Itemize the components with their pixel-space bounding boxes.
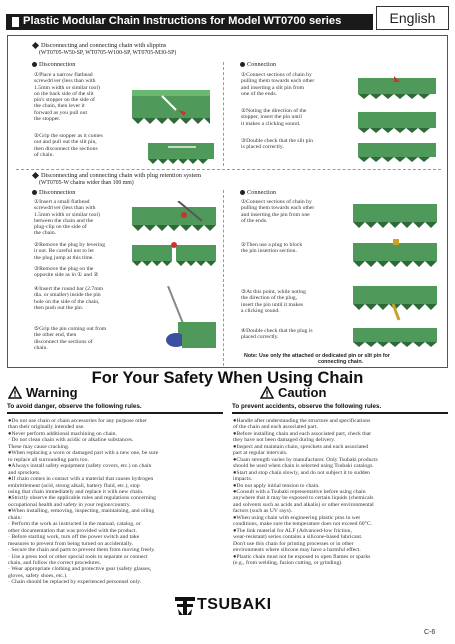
plug-conn-step-4: ④Double check that the plug is placed correctly. — [241, 328, 313, 341]
plug-disc-step-3: ③Remove the plug on the opposite side as in ① and ② — [34, 266, 99, 279]
plug-column-divider — [223, 190, 224, 366]
warning-title: Warning — [8, 385, 78, 400]
caution-triangle-icon — [260, 386, 274, 399]
page-number: C-6 — [424, 629, 436, 636]
plug-disc-step-2: ②Remove the plug by levering it out. Be careful not to let the plug jump at this time. — [34, 242, 106, 261]
slip-conn-step-1: ①Connect sections of chain by pulling them towards each other and inserting a slit pin from one of the ends. — [241, 72, 315, 97]
plug-conn-step-3: ③At this point, while noting the direction of the plug, insert the pin until it makes a clicking sound. — [241, 289, 306, 314]
plug-heading: Disconnecting and connecting chain with plug retention system — [32, 172, 201, 179]
plug-disconnection-label: Disconnection — [32, 189, 75, 196]
chain-illustration-plug-conn-4 — [353, 326, 439, 350]
chain-illustration-plug-conn-2 — [353, 239, 439, 269]
chain-illustration-plug-disc-1 — [132, 201, 218, 235]
caution-subtitle: To prevent accidents, observe the following rules. — [232, 403, 382, 410]
warning-list: ●Do not use chain or chain accessories for any purpose other than their originally intended use. ●Never perform additional machining on chain. · Do not clean chain with acidic or alkaline substances. These may cause cracking. ●When replacing a worn or damaged part with a new one, be sure to replace all surrounding parts too. ●Always install safety equipment (safety covers, etc.) on chain and sprockets. ●If chain comes in contact with a material that causes hydrogen embrittlement (acid, strong alkali, battery fluid, etc.), stop using that chain immediately and replace it with new chain. ●Strictly observe the applicable rules and regulations concerning occupational health and safety in your region/country. ●When installing, removing, inspecting, maintaining, and oiling chain: · Perform the work as instructed in the manual, catalog, or other documentation that was provided with the product. · Before starting work, turn off the power switch and take measures to prevent from being turned on accidentally. · Secure the chain and parts to prevent them from moving freely. · Use a press tool or other special tools to separate or connect chain, and follow the correct procedures. · Wear appropriate clothing and protective gear (safety glasses, gloves, safety shoes, etc.). · Chain should be replaced by experienced personnel only. — [8, 418, 159, 586]
warning-subtitle: To avoid danger, observe the following rules. — [7, 403, 142, 410]
slip-disconnection-label: Disconnection — [32, 61, 75, 68]
slip-models: (WT0705-W50-SP, WT0705-W100-SP, WT0705-M30-SP) — [39, 50, 177, 56]
warning-rule — [7, 412, 223, 414]
chain-illustration-plug-disc-2 — [132, 241, 218, 267]
plug-disc-step-4: ④Insert the round bar (2.7mm dia. or smaller) inside the pin hole on the side of the chain, then push out the pin. — [34, 286, 104, 311]
chain-illustration-plug-conn-3 — [353, 282, 439, 322]
plug-note: Note: Use only the attached or dedicated pin or slit pin for connecting chain. — [244, 353, 390, 365]
chain-illustration-slip-conn-2 — [358, 108, 438, 134]
plug-models: (WT0705-W chains wider than 100 mm) — [39, 180, 134, 186]
tsubaki-logo — [175, 594, 280, 616]
slip-connection-label: Connection — [240, 61, 276, 68]
chain-illustration-slip-disc-2 — [148, 139, 216, 165]
slip-heading: Disconnecting and connecting chain with slippins — [32, 42, 166, 49]
plug-conn-step-2: ②Then use a plug to block the pin insertion section. — [241, 242, 303, 255]
warning-triangle-icon — [8, 386, 22, 399]
chain-illustration-slip-conn-3 — [358, 139, 438, 163]
slip-disc-step-1: ①Place a narrow flathead screwdriver (less than with 1.5mm width or similar tool) on the back side of the slit pin's stopper on the side of the chain, then lever it forward as you pull out the stopper. — [34, 72, 100, 123]
slip-column-divider — [223, 62, 224, 166]
slip-conn-step-3: ③Double check that the slit pin is placed correctly. — [241, 138, 313, 151]
language-label: English — [376, 6, 449, 30]
instruction-panel — [7, 35, 448, 368]
chain-illustration-slip-conn-1 — [358, 74, 438, 100]
plug-conn-step-1: ①Connect sections of chain by pulling them towards each other and inserting the pin from one of the ends. — [241, 199, 315, 224]
page-title: Plastic Modular Chain Instructions for Model WT0700 series — [23, 15, 342, 27]
caution-list: ●Handle after understanding the structure and specifications of the chain and each associated part. ●Before installing chain and each associated part, check that they have not been damaged during delivery. ●Inspect and maintain chain, sprockets and each associated part at regular intervals. ●Chain strength varies by manufacturer. Only Tsubaki products should be used when chain is selected using Tsubaki catalogs. ●Start and stop chain slowly, and do not subject it to sudden impacts. ●Do not apply initial tension to chain. ●Consult with a Tsubaki representative before using chain anywhere that it may be exposed to certain liquids (chemicals and solvents such as acids and alkalis) or other environmental factors (such as UV rays). ●When using chain with engineering plastic pins in wet conditions, make sure the temperature does not exceed 60°C. ●The link material for ALF (Advanced-low friction, wear-resistant) series contains a silicone-based lubricant. Don't use this chain for printing processes or in other environments where silicone may have a harmful effect. ●Plastic chain must not be exposed to open flames or sparks (e.g., from welding, fusion cutting, or grinding). — [233, 418, 378, 566]
brand-name: TSUBAKI — [197, 596, 272, 613]
slip-disc-step-2: ②Grip the stopper as it comes out and pull out the slit pin, then disconnect the sections of chain. — [34, 133, 103, 158]
chain-illustration-slip-disc-1 — [132, 80, 212, 130]
safety-title: For Your Safety When Using Chain — [91, 369, 364, 387]
slip-conn-step-2: ②Noting the direction of the stopper, insert the pin until it makes a clicking sound. — [241, 108, 307, 127]
caution-title: Caution — [260, 385, 326, 400]
caution-rule — [232, 412, 448, 414]
header-square-icon — [12, 17, 19, 27]
chain-illustration-plug-disc-5 — [158, 328, 218, 358]
plug-disc-step-1: ①Insert a small flathead screwdriver (less than with 1.5mm width or similar tool) between the chain and the plug-clip on the side of the chain. — [34, 199, 100, 237]
plug-disc-step-5: ⑤Grip the pin coming out from the other end, then disconnect the sections of chain. — [34, 326, 107, 351]
section-divider — [16, 169, 441, 170]
page-header — [6, 6, 449, 30]
plug-connection-label: Connection — [240, 189, 276, 196]
chain-illustration-plug-conn-1 — [353, 200, 439, 230]
tsubaki-logo-icon — [175, 595, 195, 615]
